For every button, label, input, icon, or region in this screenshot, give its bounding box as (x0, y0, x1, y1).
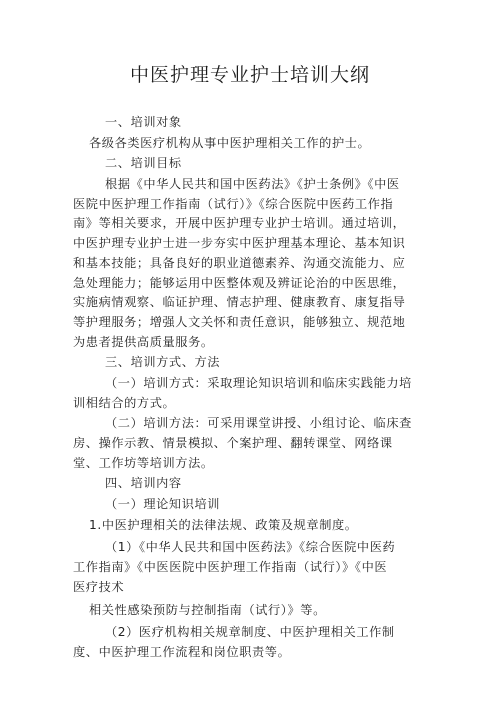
document-body (73, 113, 432, 663)
paragraph-line: 根据《中华人民共和国中医药法》《护士条例》《中医 (105, 177, 400, 192)
section-heading: 三、培训方式、方法 (105, 355, 221, 370)
section-heading: 二、培训目标 (105, 156, 182, 171)
paragraph-line: 工作指南》《中医医院中医护理工作指南（试行）》《中医 (73, 560, 388, 575)
paragraph-line: （二）培训方法：可采用课堂讲授、小组讨论、临床查 (105, 416, 412, 431)
paragraph-line: （1）《中华人民共和国中医药法》《综合医院中医药 (105, 540, 396, 555)
paragraph-line: 实施病情观察、临证护理、情志护理、健康教育、康复指导 (73, 295, 406, 310)
section-heading: 四、培训内容 (105, 476, 182, 491)
document-title: 中医护理专业护士培训大纲 (129, 64, 370, 86)
paragraph-line: 医院中医护理工作指南（试行）》《综合医院中医药工作指 (73, 196, 394, 211)
paragraph-line: （2）医疗机构相关规章制度、中医护理相关工作制 (105, 625, 395, 640)
paragraph-line: 相关性感染预防与控制指南（试行）》等。 (89, 602, 326, 617)
paragraph-line: 1.中医护理相关的法律法规、政策及规章制度。 (89, 517, 358, 532)
paragraph-line: 等护理服务；增强人文关怀和责任意识，能够独立、规范地 (73, 314, 406, 329)
paragraph-line: 度、中医护理工作流程和岗位职责等。 (73, 644, 291, 659)
paragraph-line: 堂、工作坊等培训方法。 (73, 455, 214, 470)
paragraph-line: 各级各类医疗机构从事中医护理相关工作的护士。 (89, 135, 371, 150)
paragraph-line: （一）培训方式：采取理论知识培训和临床实践能力培 (105, 375, 412, 390)
subsection-heading: （一）理论知识培训 (105, 497, 221, 512)
paragraph-line: 房、操作示教、情景模拟、个案护理、翻转课堂、网络课 (73, 436, 393, 450)
paragraph-line: 和基本技能；具备良好的职业道德素养、沟通交流能力、应 (73, 255, 406, 270)
paragraph-line: 南》等相关要求，开展中医护理专业护士培训。通过培训， (73, 216, 406, 231)
paragraph-line: 为患者提供高质量服务。 (73, 334, 214, 349)
paragraph-line: 医疗技术 (73, 579, 125, 594)
section-heading: 一、培训对象 (105, 115, 182, 129)
paragraph-line: 训相结合的方式。 (73, 395, 176, 410)
paragraph-line: 急处理能力；能够运用中医整体观及辨证论治的中医思维， (73, 275, 406, 290)
paragraph-line: 中医护理专业护士进一步夯实中医护理基本理论、基本知识 (73, 236, 406, 251)
